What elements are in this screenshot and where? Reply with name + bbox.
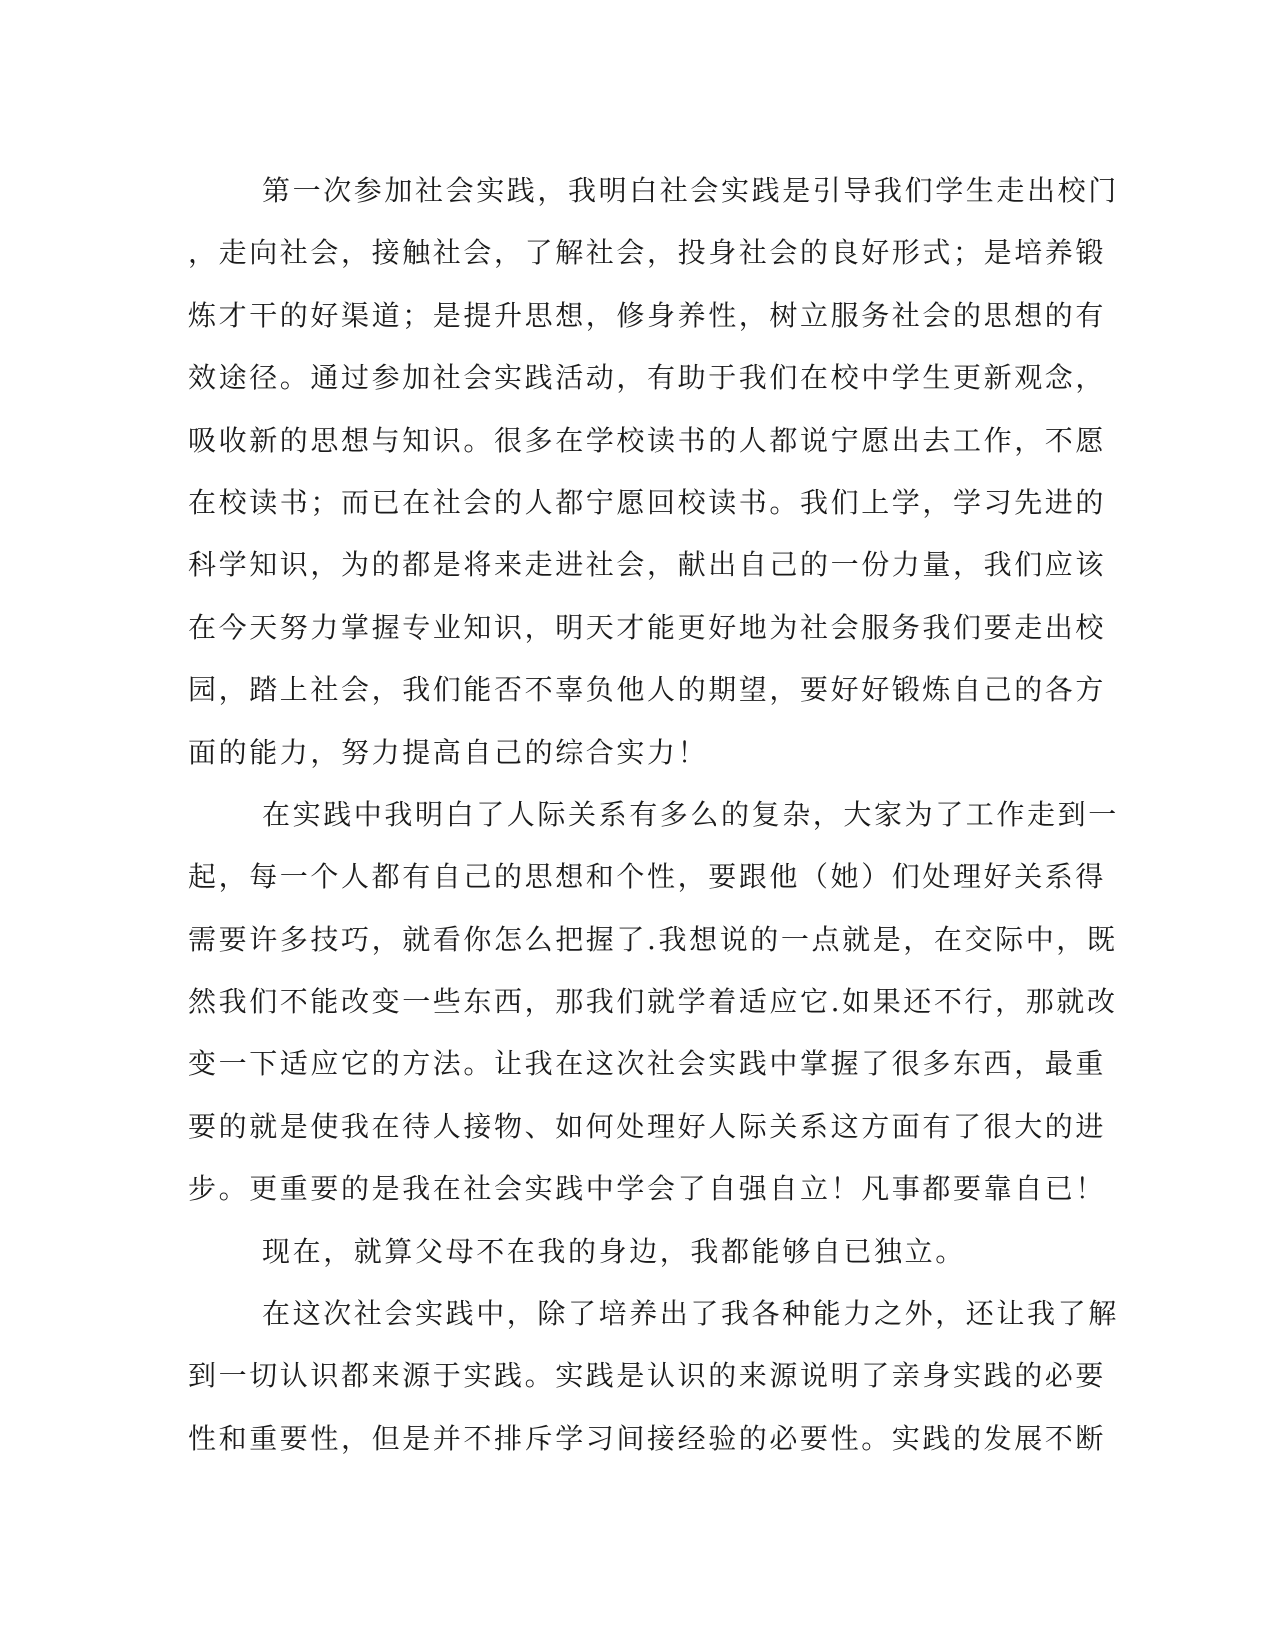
text-line: 性和重要性，但是并不排斥学习间接经验的必要性。实践的发展不断: [188, 1421, 1107, 1455]
text-line: 要的就是使我在待人接物、如何处理好人际关系这方面有了很大的进: [188, 1109, 1107, 1143]
text-line: 现在，就算父母不在我的身边，我都能够自已独立。: [262, 1234, 966, 1268]
text-line: 变一下适应它的方法。让我在这次社会实践中掌握了很多东西，最重: [188, 1047, 1107, 1081]
text-line: 在这次社会实践中，除了培养出了我各种能力之外，还让我了解: [262, 1297, 1119, 1331]
text-line: ，走向社会，接触社会，了解社会，投身社会的良好形式；是培养锻: [188, 236, 1107, 270]
text-line: 然我们不能改变一些东西，那我们就学着适应它.如果还不行，那就改: [188, 985, 1118, 1019]
text-line: 园，踏上社会，我们能否不辜负他人的期望，要好好锻炼自己的各方: [188, 673, 1107, 707]
text-line: 在实践中我明白了人际关系有多么的复杂，大家为了工作走到一: [262, 797, 1119, 831]
text-line: 在校读书；而已在社会的人都宁愿回校读书。我们上学，学习先进的: [188, 485, 1107, 519]
text-line: 在今天努力掌握专业知识，明天才能更好地为社会服务我们要走出校: [188, 610, 1107, 644]
text-line: 面的能力，努力提高自己的综合实力！: [188, 735, 709, 769]
text-line: 起，每一个人都有自己的思想和个性，要跟他（她）们处理好关系得: [188, 860, 1107, 894]
text-line: 步。更重要的是我在社会实践中学会了自强自立！凡事都要靠自已！: [188, 1172, 1107, 1206]
text-line: 到一切认识都来源于实践。实践是认识的来源说明了亲身实践的必要: [188, 1359, 1107, 1393]
body-text: [188, 160, 1119, 1470]
text-line: 吸收新的思想与知识。很多在学校读书的人都说宁愿出去工作，不愿: [188, 423, 1107, 457]
text-line: 第一次参加社会实践，我明白社会实践是引导我们学生走出校门: [262, 174, 1119, 207]
text-line: 效途径。通过参加社会实践活动，有助于我们在校中学生更新观念，: [188, 361, 1107, 395]
text-line: 炼才干的好渠道；是提升思想，修身养性，树立服务社会的思想的有: [188, 298, 1107, 332]
text-line: 科学知识，为的都是将来走进社会，献出自己的一份力量，我们应该: [188, 548, 1107, 582]
text-line: 需要许多技巧，就看你怎么把握了.我想说的一点就是，在交际中，既: [188, 922, 1118, 956]
